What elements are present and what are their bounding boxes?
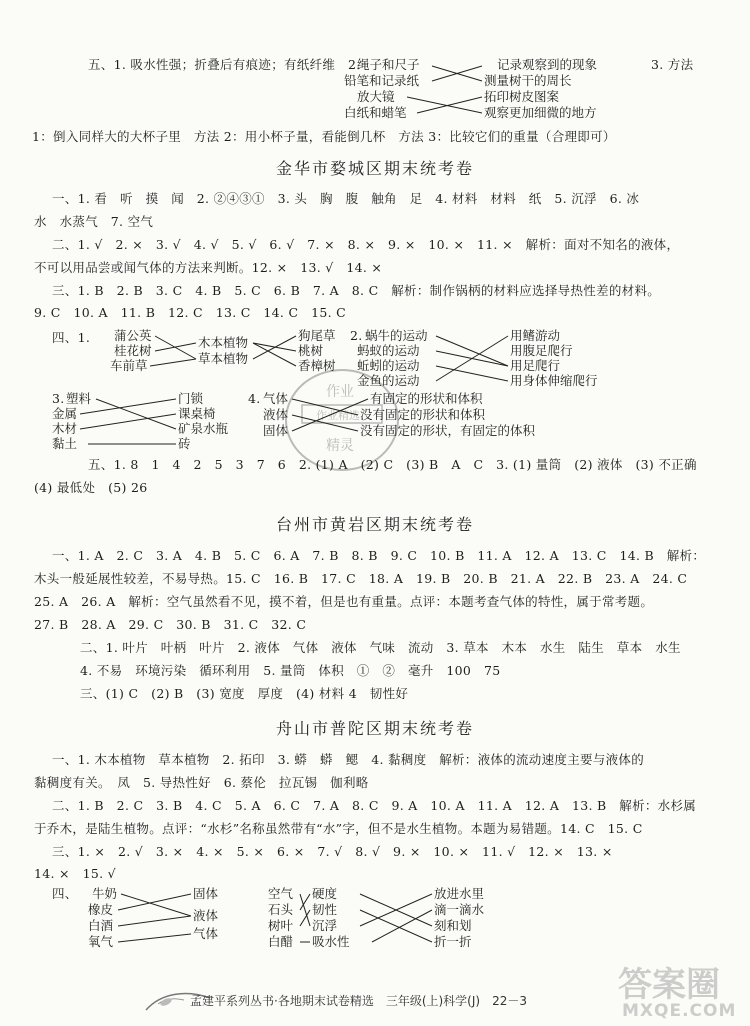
match-left-item: 金属: [52, 406, 78, 421]
connector-line: [300, 910, 310, 926]
connector-line: [121, 894, 191, 916]
match-left-item: 金鱼的运动: [357, 373, 420, 388]
match-left-item: 白酒: [88, 918, 114, 933]
match-right-item: 狗尾草: [298, 328, 336, 343]
match-right-item: 观察更加细微的地方: [484, 105, 597, 120]
match-right-item: 用鳍游动: [510, 328, 561, 343]
match-left-item: 车前草: [110, 358, 148, 373]
answer-line: 4.: [248, 391, 261, 406]
match-right-item: 固体: [193, 886, 219, 901]
answer-line: 1：倒入同样大的大杯子里 方法 2：用小杯子量，看能倒几杯 方法 3：比较它们的重量（合理即可）: [32, 129, 616, 144]
match-right-item: 矿泉水瓶: [178, 421, 229, 436]
answer-line: 木头一般延展性较差，不易导热。15. C 16. B 17. C 18. A 19. B 20. B 21. A 22. B 23. A 24. C: [34, 571, 688, 586]
match-right-item: 液体: [193, 908, 219, 923]
answer-line: 三、(1) C (2) B (3) 宽度 厚度 (4) 材料 4 韧性好: [80, 686, 409, 701]
match-left-item: 绳子和尺子: [357, 57, 420, 72]
answer-line: 一、1. A 2. C 3. A 4. B 5. C 6. A 7. B 8. B 9. C 10. B 11. A 12. A 13. C 14. B 解析：: [52, 548, 706, 563]
match-left-item: 蚯蚓的运动: [357, 358, 420, 373]
match-left-item: 放大镜: [357, 89, 395, 104]
match-mid-item: 草本植物: [198, 351, 249, 366]
match-left-item: 黏土: [52, 436, 78, 451]
answer-line: 五、1. 8 1 4 2 5 3 7 6 2. (1) A (2) C (3) B A C 3. (1) 量筒 (2) 液体 (3) 不正确: [88, 457, 697, 472]
answer-line: 不可以用品尝或闻气体的方法来判断。12. × 13. √ 14. ×: [34, 260, 383, 275]
answer-line: 四、1.: [52, 330, 91, 345]
connector-line: [150, 359, 196, 366]
match-right-item: 砖: [178, 436, 191, 451]
match-right-item: 吸水性: [312, 934, 350, 949]
answer-line: 三、1. B 2. B 3. C 4. B 5. C 6. B 7. A 8. C 解析：制作锅柄的材料应选择导热性差的材料。: [52, 283, 661, 298]
match-right-item: 记录观察到的现象: [497, 57, 598, 72]
answer-line: 9. C 10. A 11. B 12. C 13. C 14. C 15. C: [34, 305, 347, 320]
connector-line: [360, 910, 432, 942]
stamp-text: 精灵: [326, 438, 354, 454]
match-left-item: 蒲公英: [114, 328, 152, 343]
match-right-item: 韧性: [312, 902, 338, 917]
match-right-item: 桃树: [298, 343, 324, 358]
connector-line: [372, 910, 432, 942]
match-mid-item: 木本植物: [198, 335, 249, 350]
connector-line: [300, 894, 310, 910]
answer-line: 14. × 15. √: [34, 866, 116, 881]
match-right-item: 用身体伸缩爬行: [510, 373, 598, 388]
stamp-text: 作业: [326, 384, 354, 400]
connector-line: [436, 336, 508, 366]
connector-line: [253, 336, 296, 359]
match-left-item: 氧气: [88, 934, 114, 949]
match-right-item: 课桌椅: [178, 406, 216, 421]
answer-line: 黏稠度有关。 凤 5. 导热性好 6. 蔡伦 拉瓦锡 伽利略: [34, 775, 369, 790]
match-right-item: 气体: [193, 926, 219, 941]
connector-line: [300, 894, 310, 926]
match-left-item: 石头: [268, 902, 294, 917]
match-left-item: 蜗牛的运动: [365, 328, 428, 343]
answer-line: 五、1. 吸水性强；折叠后有痕迹；有纸纤维 2.: [88, 57, 361, 72]
footer-series-text: 孟建平系列丛书·各地期末试卷精选 三年级(上)科学(J) 22－3: [190, 994, 527, 1008]
match-left-item: 空气: [268, 886, 294, 901]
match-left-item: 木材: [52, 421, 78, 436]
match-right-item: 香樟树: [298, 358, 336, 373]
match-right-item: 用足爬行: [510, 358, 561, 373]
match-right-item: 折一折: [434, 934, 472, 949]
match-left-item: 白纸和蜡笔: [344, 105, 407, 120]
answer-line: (4) 最低处 (5) 26: [34, 480, 148, 495]
match-right-item: 测量树干的周长: [484, 73, 572, 88]
match-right-item: 没有固定的形状，有固定的体积: [360, 423, 536, 438]
match-left-item: 液体: [263, 407, 289, 422]
watermark-main: 答案圈: [618, 965, 720, 1005]
answer-line: 3.: [52, 391, 65, 406]
answer-line: 二、1. B 2. C 3. B 4. C 5. A 6. C 7. A 8. C 9. A 10. A 11. A 12. A 13. B 解析：水杉属: [52, 798, 697, 813]
match-left-item: 固体: [263, 423, 289, 438]
match-left-item: 塑料: [66, 391, 92, 406]
answer-line: 四、: [52, 886, 78, 901]
answer-line: 于乔木，是陆生植物。点评：“水杉”名称虽然带有“水”字，但不是水生植物。本题为易错题。14. C 15. C: [34, 821, 643, 836]
answer-line: 二、1. 叶片 叶柄 叶片 2. 液体 气体 液体 气味 流动 3. 草本 木本 水生 陆生 草本 水生: [80, 640, 681, 655]
connector-line: [155, 343, 196, 351]
stamp-text: 作业精选: [316, 409, 360, 422]
connector-line: [436, 336, 508, 381]
answer-line: 一、1. 木本植物 草本植物 2. 拓印 3. 蟒 蟒 鳃 4. 黏稠度 解析：液体的流动速度主要与液体的: [52, 752, 644, 767]
connector-line: [118, 916, 191, 926]
match-left-item: 蚂蚁的运动: [357, 343, 420, 358]
match-right-item: 没有固定的形状和体积: [360, 407, 486, 422]
connector-line: [436, 366, 508, 381]
answer-line: 2.: [350, 328, 363, 343]
section-title: 舟山市普陀区期末统考卷: [275, 719, 474, 738]
match-right-item: 放进水里: [434, 886, 485, 901]
match-right-item: 门锁: [178, 391, 204, 406]
watermark: [600, 955, 750, 1026]
answer-line: 4. 不易 环境污染 循环利用 5. 量筒 体积 ① ② 毫升 100 75: [80, 663, 501, 678]
connector-line: [253, 343, 296, 366]
match-right-item: 用腹足爬行: [510, 343, 573, 358]
answer-line: 水 水蒸气 7. 空气: [34, 214, 154, 229]
watermark-url: MXQE.COM: [622, 1001, 737, 1021]
match-right-item: 有固定的形状和体积: [370, 391, 483, 406]
match-left-item: 牛奶: [92, 886, 118, 901]
answer-line: 27. B 28. A 29. C 30. B 31. C 32. C: [34, 617, 307, 632]
answer-line: 三、1. × 2. √ 3. × 4. × 5. × 6. × 7. √ 8. √ 9. × 10. × 11. √ 12. × 13. ×: [52, 844, 613, 859]
match-right-item: 刻和划: [434, 918, 472, 933]
match-left-item: 白醋: [268, 934, 294, 949]
section-title: 金华市婺城区期末统考卷: [275, 159, 474, 178]
connector-line: [80, 414, 176, 429]
answer-line: 二、1. √ 2. × 3. √ 4. √ 5. √ 6. √ 7. × 8. × 9. × 10. × 11. × 解析：面对不知名的液体，: [52, 237, 680, 252]
match-right-item: 硬度: [312, 886, 338, 901]
connector-line: [118, 934, 191, 942]
answer-line: 一、1. 看 听 摸 闻 2. ②④③① 3. 头 胸 腹 触角 足 4. 材料 材料 纸 5. 沉浮 6. 冰: [52, 191, 640, 206]
section-title: 台州市黄岩区期末统考卷: [275, 515, 474, 534]
answer-line: 3. 方法: [651, 57, 694, 72]
match-left-item: 树叶: [268, 918, 294, 933]
answer-line: 25. A 26. A 解析：空气虽然看不见，摸不着，但是也有重量。点评：本题考查气体的特性，属于常考题。: [34, 594, 654, 609]
connector-line: [80, 399, 176, 414]
match-right-item: 滴一滴水: [434, 902, 485, 917]
match-left-item: 铅笔和记录纸: [344, 73, 420, 88]
match-left-item: 桂花树: [114, 343, 152, 358]
match-right-item: 拓印树皮图案: [484, 89, 560, 104]
match-left-item: 气体: [263, 391, 289, 406]
match-left-item: 橡皮: [88, 902, 114, 917]
match-right-item: 沉浮: [312, 918, 338, 933]
